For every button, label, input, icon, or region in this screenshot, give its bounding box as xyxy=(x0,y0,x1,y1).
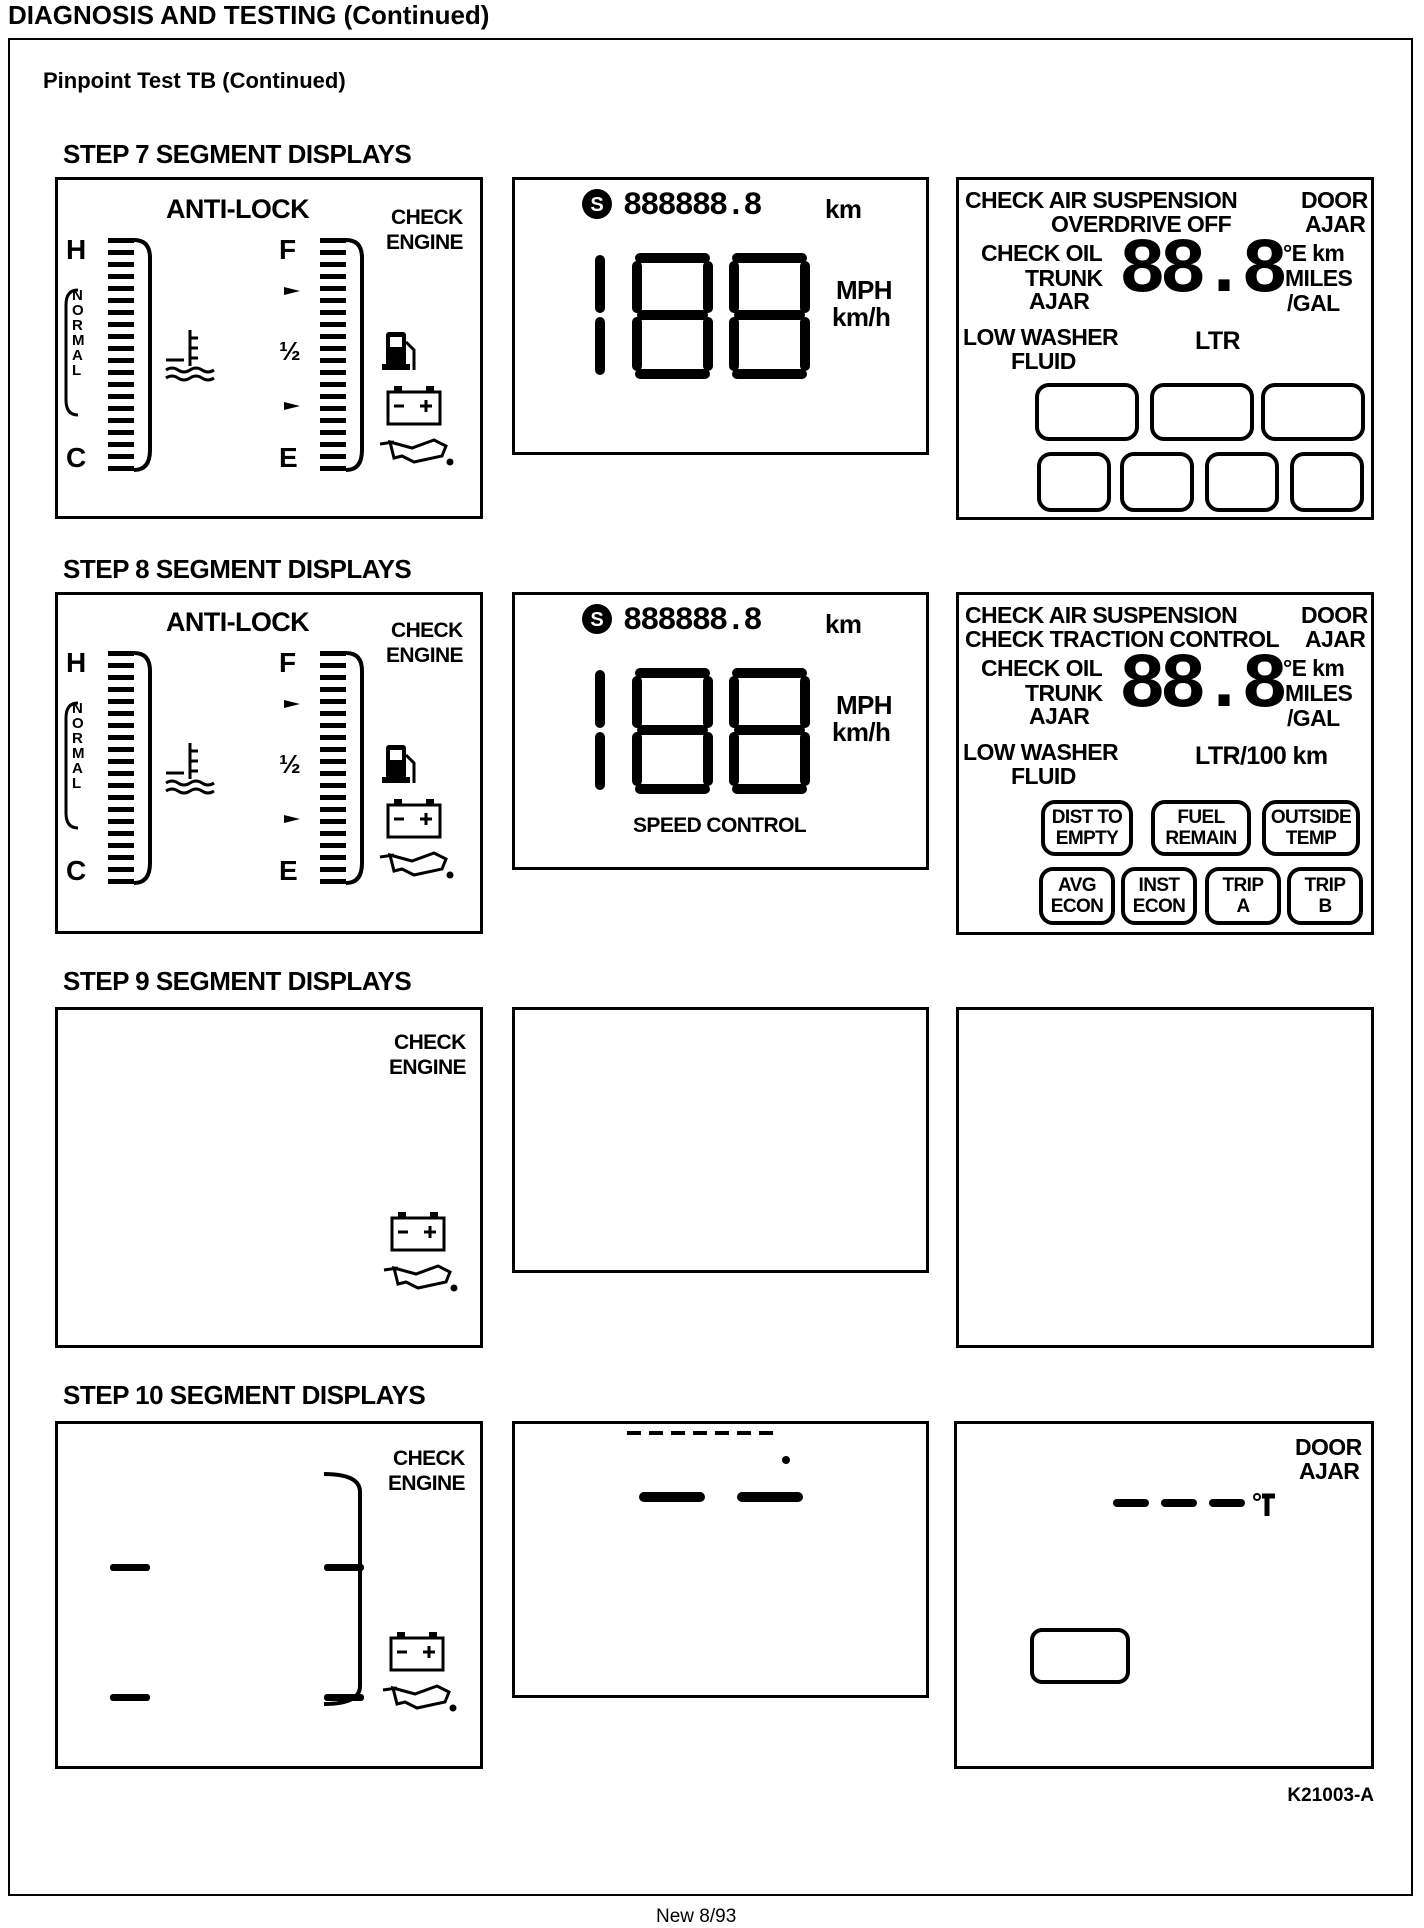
temp-hot-label: H xyxy=(66,647,86,678)
door-ajar-label: AJAR xyxy=(1299,1458,1360,1484)
step-10-message-graphics xyxy=(957,1424,1374,1769)
check-label: CHECK xyxy=(394,1031,466,1054)
step-7-cluster-graphics xyxy=(58,180,483,519)
fuel-half-label: ½ xyxy=(279,336,301,366)
fuel-half-label: ½ xyxy=(279,749,301,779)
fuel-remain-button-line1: FUEL xyxy=(1177,807,1225,828)
speed-digits xyxy=(600,673,805,789)
check-oil-label: CHECK OIL xyxy=(981,655,1103,681)
step-10-gauge-cluster-panel xyxy=(55,1421,483,1769)
s-icon-letter: S xyxy=(590,609,604,631)
s-icon-letter: S xyxy=(590,194,604,216)
overdrive-off-label: OVERDRIVE OFF xyxy=(1051,211,1232,237)
fuel-remain-button-line2: REMAIN xyxy=(1165,828,1237,849)
step-7-gauge-cluster-panel xyxy=(55,177,483,519)
miles-label: MILES xyxy=(1285,265,1353,291)
trip-b-button-line1: TRIP xyxy=(1304,875,1346,896)
step-9-title: STEP 9 SEGMENT DISPLAYS xyxy=(63,966,412,996)
check-air-suspension-label: CHECK AIR SUSPENSION xyxy=(965,187,1238,213)
battery-icon xyxy=(392,1212,444,1250)
digit-segment xyxy=(1161,1499,1197,1507)
ltr-label: LTR xyxy=(1195,327,1240,355)
page-header: DIAGNOSIS AND TESTING (Continued) xyxy=(8,0,490,30)
engine-label: ENGINE xyxy=(386,231,463,254)
fuel-pump-icon xyxy=(382,332,414,370)
odometer-km-label: km xyxy=(825,194,862,224)
step-8-title: STEP 8 SEGMENT DISPLAYS xyxy=(63,554,412,584)
washer-fluid-label: FLUID xyxy=(1011,348,1076,374)
deg-e-km-label: °E km xyxy=(1283,655,1345,681)
digit-segment xyxy=(1113,1499,1149,1507)
temp-cold-label: C xyxy=(66,442,86,473)
check-label: CHECK xyxy=(391,619,463,642)
mph-label: MPH xyxy=(836,690,892,720)
normal-bracket xyxy=(66,290,78,415)
check-traction-control-label: CHECK TRACTION CONTROL xyxy=(965,626,1279,652)
trip-b-button-line2: B xyxy=(1318,896,1332,917)
step-8-speedometer-panel xyxy=(512,592,929,870)
fuel-full-label: F xyxy=(279,234,296,265)
coolant-temp-icon xyxy=(166,330,214,380)
speed-control-label: SPEED CONTROL xyxy=(633,814,807,837)
temp-cold-label: C xyxy=(66,855,86,886)
ltr-per-100km-label: LTR/100 km xyxy=(1195,742,1328,770)
normal-label: NORMAL xyxy=(72,287,84,379)
trunk-ajar-label: AJAR xyxy=(1029,703,1090,729)
odometer-decimal-point xyxy=(782,1456,790,1464)
digit-segment xyxy=(1209,1499,1245,1507)
speed-digits xyxy=(600,258,805,374)
inst-econ-button-line1: INST xyxy=(1138,875,1180,896)
step-7-blank-buttons xyxy=(959,180,1374,520)
speed-segment xyxy=(639,1492,705,1502)
step-9-message-center-panel xyxy=(956,1007,1374,1348)
trip-a-button-line1: TRIP xyxy=(1222,875,1264,896)
battery-icon xyxy=(388,386,440,424)
door-ajar-label: AJAR xyxy=(1305,211,1366,237)
anti-lock-label: ANTI-LOCK xyxy=(166,607,310,637)
anti-lock-label: ANTI-LOCK xyxy=(166,194,310,224)
check-label: CHECK xyxy=(393,1447,465,1470)
trunk-label: TRUNK xyxy=(1025,265,1103,291)
low-washer-label: LOW WASHER xyxy=(963,324,1118,350)
engine-label: ENGINE xyxy=(386,644,463,667)
mph-label: MPH xyxy=(836,275,892,305)
door-label: DOOR xyxy=(1295,1434,1362,1460)
message-digits: 88.8 xyxy=(1119,227,1283,315)
check-oil-label: CHECK OIL xyxy=(981,240,1103,266)
door-ajar-label: AJAR xyxy=(1305,626,1366,652)
temp-hot-label: H xyxy=(66,234,86,265)
step-10-message-center-panel xyxy=(954,1421,1374,1769)
step-8-gauge-cluster-panel xyxy=(55,592,483,934)
step-9-gauge-cluster-panel xyxy=(55,1007,483,1348)
per-gal-label: /GAL xyxy=(1287,705,1340,731)
avg-econ-button-line2: ECON xyxy=(1050,896,1104,917)
normal-label: NORMAL xyxy=(72,700,84,792)
step-10-speedometer-panel xyxy=(512,1421,929,1698)
deg-e-km-label: °E km xyxy=(1283,240,1345,266)
battery-icon xyxy=(388,799,440,837)
step-10-title: STEP 10 SEGMENT DISPLAYS xyxy=(63,1380,426,1410)
trunk-label: TRUNK xyxy=(1025,680,1103,706)
temp-segment xyxy=(110,1564,150,1571)
engine-label: ENGINE xyxy=(389,1056,466,1079)
figure-id: K21003-A xyxy=(1287,1785,1374,1806)
check-label: CHECK xyxy=(391,206,463,229)
kmh-label: km/h xyxy=(832,302,891,332)
battery-icon xyxy=(391,1632,443,1670)
outside-temp-button-line2: TEMP xyxy=(1285,828,1337,849)
odometer-readout: 888888.8 xyxy=(623,187,761,224)
kmh-label: km/h xyxy=(832,717,891,747)
step-7-title: STEP 7 SEGMENT DISPLAYS xyxy=(63,139,412,169)
step-10-speedo-graphics xyxy=(515,1424,929,1698)
oil-can-icon xyxy=(380,440,452,464)
odometer-km-label: km xyxy=(825,609,862,639)
oil-can-icon xyxy=(383,1686,455,1710)
dist-to-empty-button-line1: DIST TO xyxy=(1051,807,1123,828)
oil-can-icon xyxy=(384,1266,456,1290)
odometer-readout: 888888.8 xyxy=(623,602,761,639)
step-10-cluster-graphics xyxy=(58,1424,483,1769)
page-footer: New 8/93 xyxy=(656,1906,737,1927)
step-7-message-center-panel xyxy=(956,177,1374,520)
outside-temp-button-line1: OUTSIDE xyxy=(1270,807,1352,828)
low-washer-label: LOW WASHER xyxy=(963,739,1118,765)
temp-segment xyxy=(110,1694,150,1701)
miles-label: MILES xyxy=(1285,680,1353,706)
engine-label: ENGINE xyxy=(388,1472,465,1495)
speed-segment xyxy=(737,1492,803,1502)
temp-gauge-bars xyxy=(108,651,134,884)
fuel-bracket xyxy=(324,1474,360,1704)
fuel-empty-label: E xyxy=(279,442,298,473)
fuel-empty-label: E xyxy=(279,855,298,886)
fuel-full-label: F xyxy=(279,647,296,678)
odometer-dash-segments xyxy=(627,1431,773,1435)
fuel-pump-icon xyxy=(382,745,414,783)
dist-to-empty-button-line2: EMPTY xyxy=(1055,828,1119,849)
step-7-speedometer-panel xyxy=(512,177,929,455)
oil-can-icon xyxy=(380,853,452,877)
trip-a-button-line2: A xyxy=(1236,896,1250,917)
inst-econ-button-line2: ECON xyxy=(1132,896,1186,917)
per-gal-label: /GAL xyxy=(1287,290,1340,316)
door-label: DOOR xyxy=(1301,602,1368,628)
check-air-suspension-label: CHECK AIR SUSPENSION xyxy=(965,602,1238,628)
message-button-outline xyxy=(1032,1630,1128,1682)
step-8-cluster-graphics xyxy=(58,595,483,934)
message-digits: 88.8 xyxy=(1119,642,1283,730)
temp-gauge-bars xyxy=(108,238,134,471)
step-9-cluster-icons xyxy=(58,1010,483,1348)
step-8-message-center-panel xyxy=(956,592,1374,935)
page-subheader: Pinpoint Test TB (Continued) xyxy=(43,68,346,93)
coolant-temp-icon xyxy=(166,743,214,793)
trunk-ajar-label: AJAR xyxy=(1029,288,1090,314)
fuel-gauge-bars xyxy=(320,651,346,884)
step-9-speedometer-panel xyxy=(512,1007,929,1273)
door-label: DOOR xyxy=(1301,187,1368,213)
fuel-gauge-bars xyxy=(320,238,346,471)
avg-econ-button-line1: AVG xyxy=(1058,875,1096,896)
degree-segment xyxy=(1254,1494,1275,1516)
washer-fluid-label: FLUID xyxy=(1011,763,1076,789)
